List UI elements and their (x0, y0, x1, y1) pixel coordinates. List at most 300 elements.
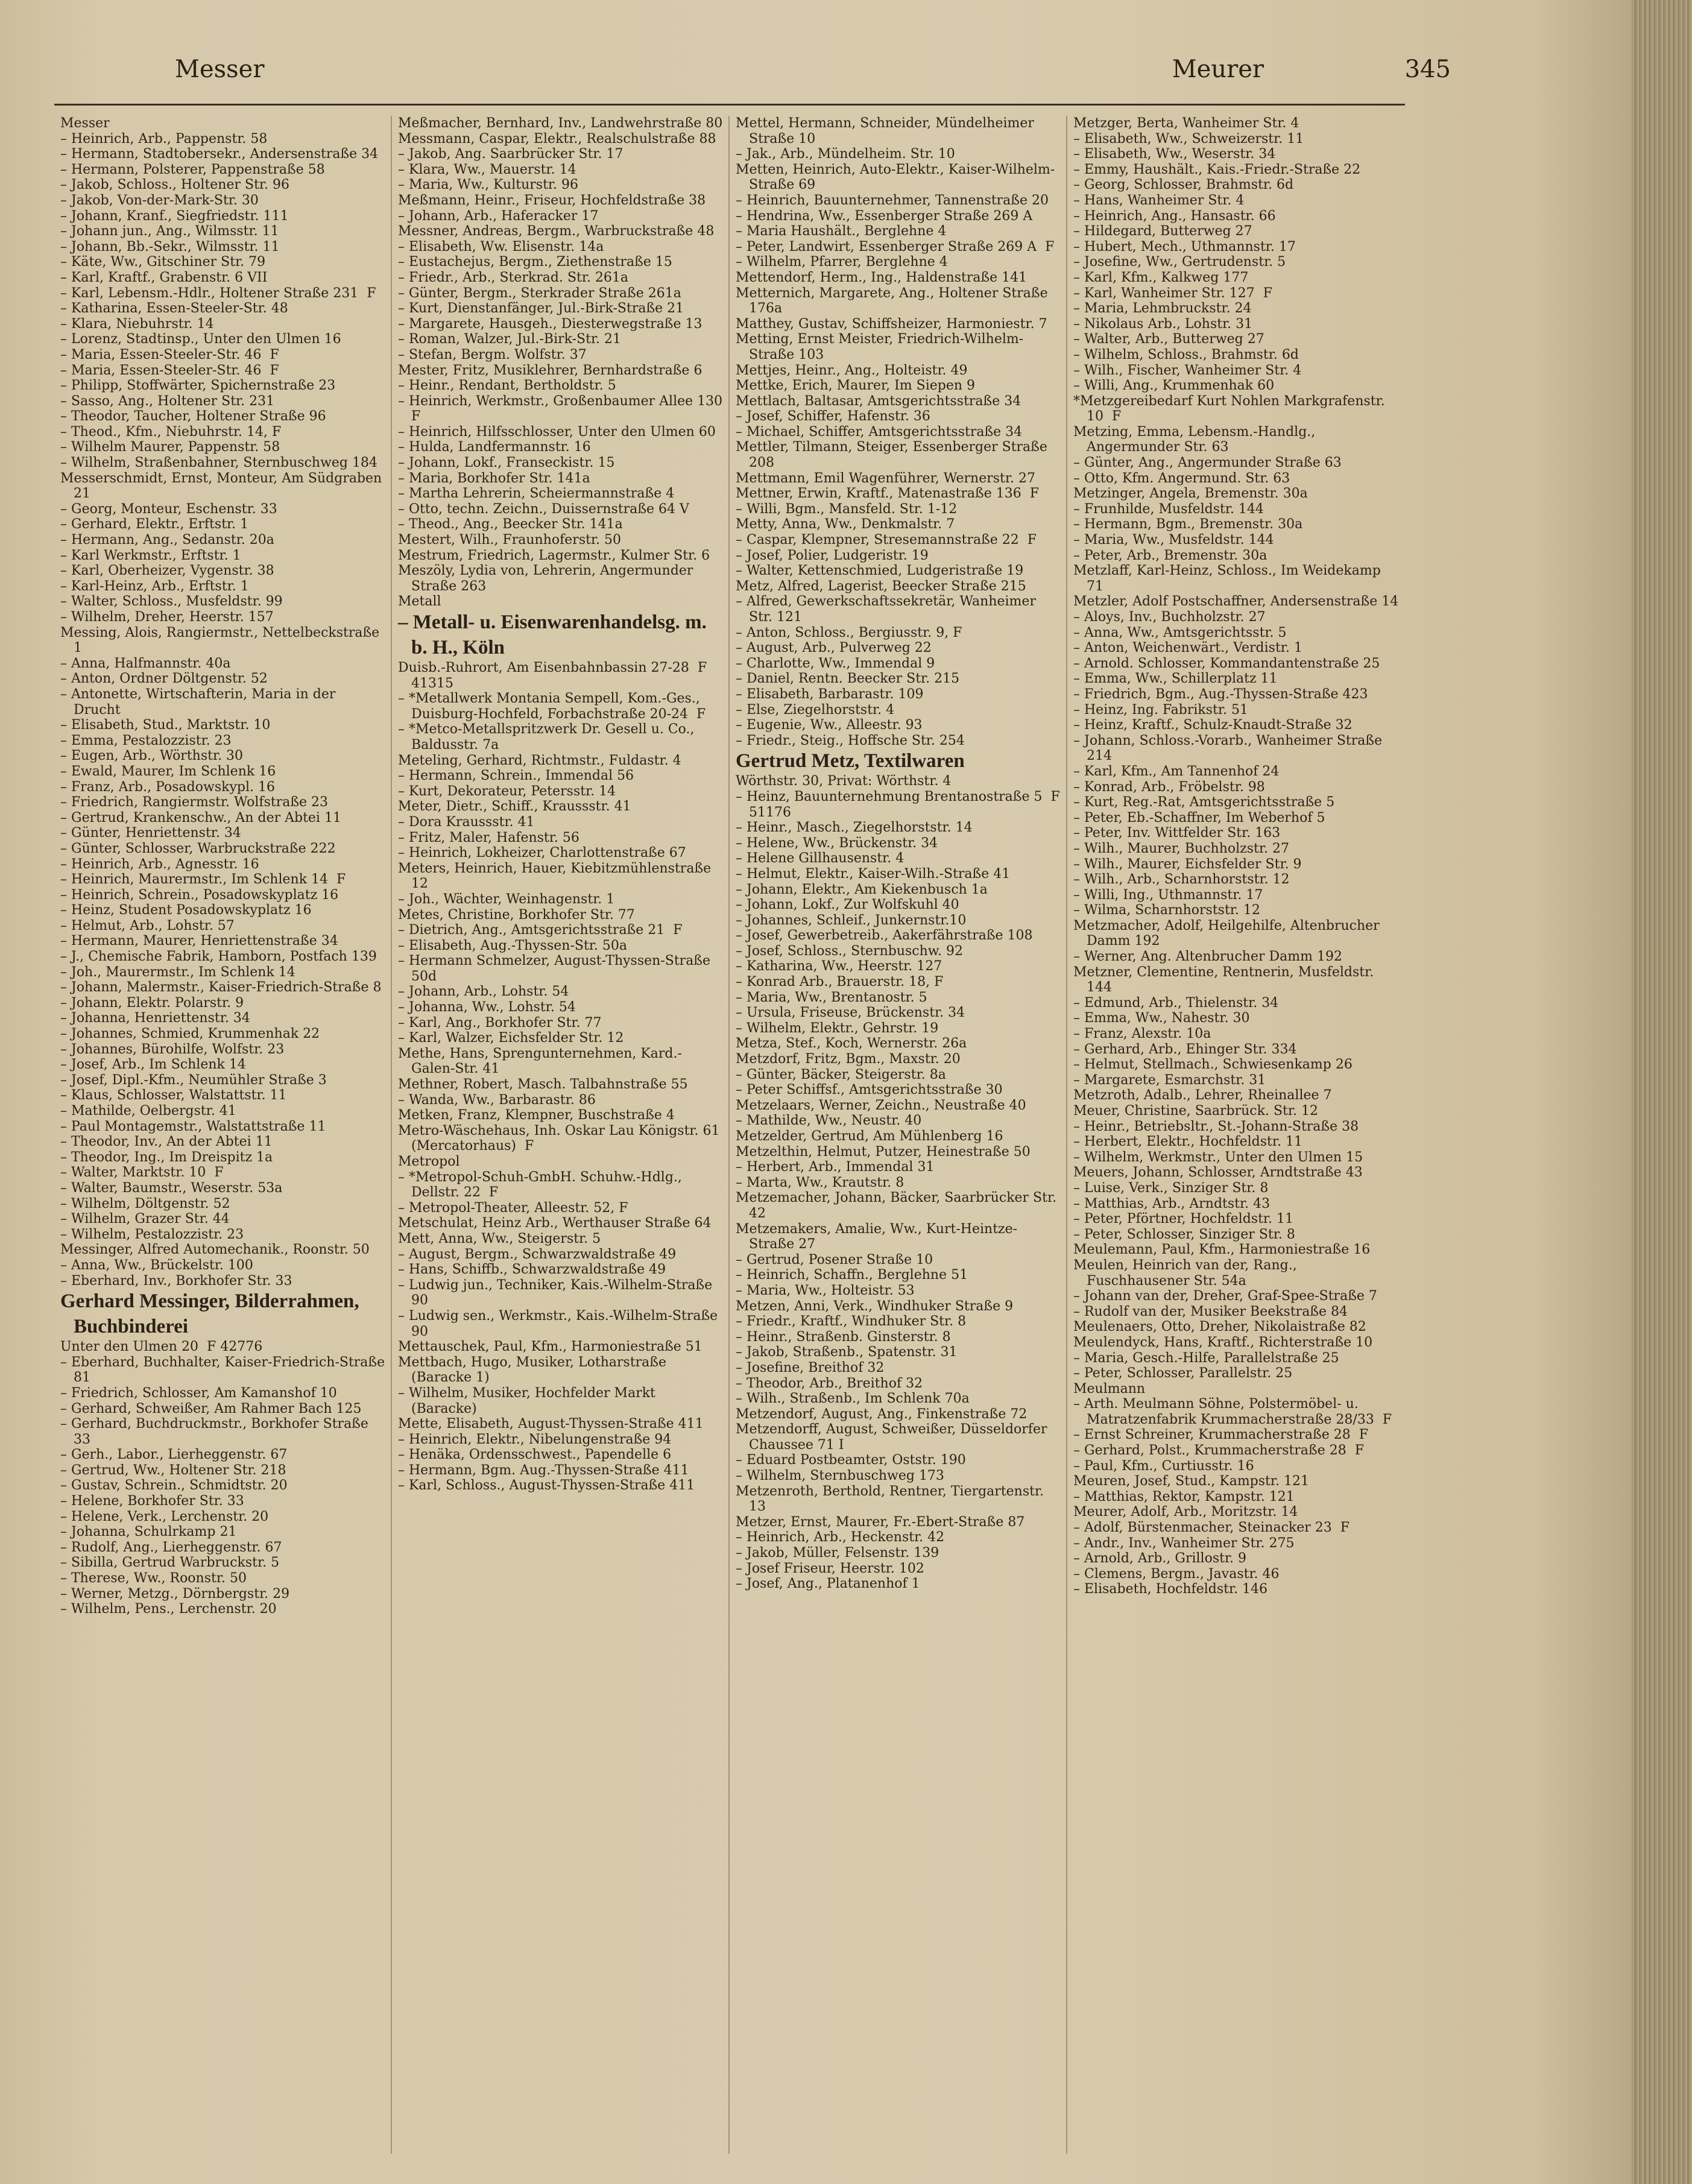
directory-entry: Mettbach, Hugo, Musiker, Lotharstraße (Baracke 1) (398, 1354, 671, 1386)
directory-entry: Messmann, Caspar, Elektr., Realschulstraße 88 (398, 131, 716, 147)
directory-entry: – Philipp, Stoffwärter, Spichernstraße 23 (60, 378, 336, 394)
directory-entry: – Katharina, Ww., Heerstr. 127 (736, 959, 942, 974)
directory-entry: Meter, Dietr., Schiff., Kraussstr. 41 (398, 799, 631, 815)
directory-entry: – Walter, Marktstr. 10 F (60, 1165, 224, 1181)
directory-entry: – Antonette, Wirtschafterin, Maria in der Drucht (60, 686, 340, 718)
directory-entry: – Karl, Kraftf., Grabenstr. 6 VII (60, 270, 268, 285)
directory-entry: Metzing, Emma, Lebensm.-Handlg., Angermunder Str. 63 (1073, 424, 1320, 455)
directory-entry: Duisb.-Ruhrort, Am Eisenbahnbassin 27-28 F 41315 (398, 660, 712, 691)
directory-entry: – Kurt, Dekorateur, Petersstr. 14 (398, 783, 616, 799)
directory-entry: – Johann van der, Dreher, Graf-Spee-Straße 7 (1073, 1289, 1377, 1304)
directory-entry: – Arth. Meulmann Söhne, Polstermöbel- u. Matratzenfabrik Krummacherstraße 28/33 F (1073, 1397, 1392, 1427)
directory-entry: Metzendorf, August, Ang., Finkenstraße 72 (736, 1406, 1028, 1422)
directory-entry: – Otto, techn. Zeichn., Duissernstraße 64 V (398, 501, 689, 517)
directory-entry: Meulen, Heinrich van der, Rang., Fuschhausener Str. 54a (1073, 1257, 1301, 1289)
directory-entry: – Marta, Ww., Krautstr. 8 (736, 1175, 904, 1190)
directory-entry: – Heinr., Betriebsltr., St.-Johann-Straße 38 (1073, 1119, 1359, 1134)
directory-entry: – Jak., Arb., Mündelheim. Str. 10 (736, 147, 955, 162)
directory-entry: – Metropol-Theater, Alleestr. 52, F (398, 1200, 628, 1216)
directory-entry: – Josef, Schloss., Sternbuschw. 92 (736, 943, 963, 959)
directory-entry: Meurer, Adolf, Arb., Moritzstr. 14 (1073, 1504, 1298, 1520)
directory-entry: – Klara, Ww., Mauerstr. 14 (398, 162, 576, 177)
directory-entry: – Theod., Kfm., Niebuhrstr. 14, F (60, 424, 282, 440)
directory-entry: – Willi, Ang., Krummenhak 60 (1073, 378, 1275, 394)
directory-entry: – Heinrich, Maurermstr., Im Schlenk 14 F (60, 872, 346, 888)
directory-entry: – Klaus, Schlosser, Walstattstr. 11 (60, 1088, 287, 1103)
directory-entry: – Helene Gillhausenstr. 4 (736, 851, 904, 866)
directory-entry: – Matthias, Arb., Arndtstr. 43 (1073, 1196, 1271, 1211)
directory-entry: – Dietrich, Ang., Amtsgerichtsstraße 21 F (398, 923, 683, 938)
directory-entry: – Maria, Essen-Steeler-Str. 46 F (60, 347, 279, 362)
directory-entry: – Wilhelm, Pestalozzistr. 23 (60, 1226, 244, 1242)
header-last-entry: Meurer (1172, 55, 1264, 83)
directory-entry: – Elisabeth, Aug.-Thyssen-Str. 50a (398, 938, 627, 953)
directory-entry: – Maria, Ww., Brentanostr. 5 (736, 989, 927, 1005)
directory-entry: Mette, Elisabeth, August-Thyssen-Straße 411 (398, 1416, 704, 1432)
directory-entry: – Karl-Heinz, Arb., Erftstr. 1 (60, 578, 249, 594)
directory-entry: – Elisabeth, Stud., Marktstr. 10 (60, 718, 271, 733)
directory-entry: – Gerhard, Polst., Krummacherstraße 28 F (1073, 1443, 1364, 1459)
directory-entry: – Josef, Gewerbetreib., Aakerfährstraße 108 (736, 928, 1033, 944)
directory-entry: Mettke, Erich, Maurer, Im Siepen 9 (736, 378, 976, 394)
directory-entry: – Arnold, Arb., Grillostr. 9 (1073, 1551, 1247, 1567)
directory-entry: – Heinrich, Elektr., Nibelungenstraße 94 (398, 1431, 672, 1447)
directory-entry: – Rudolf, Ang., Lierheggenstr. 67 (60, 1539, 282, 1555)
directory-entry: – Jakob, Von-der-Mark-Str. 30 (60, 192, 259, 208)
directory-entry: – Karl, Ang., Borkhofer Str. 77 (398, 1015, 602, 1030)
directory-entry: Metzmacher, Adolf, Heilgehilfe, Altenbrucher Damm 192 (1073, 918, 1384, 949)
directory-entry: Meteling, Gerhard, Richtmstr., Fuldastr. 4 (398, 753, 681, 768)
directory-entry: – Hermann, Stadtobersekr., Andersenstraße 34 (60, 147, 379, 162)
directory-entry: – Otto, Kfm. Angermund. Str. 63 (1073, 470, 1290, 486)
directory-entry: – Konrad Arb., Brauerstr. 18, F (736, 974, 944, 990)
directory-entry: – Walter, Baumstr., Weserstr. 53a (60, 1180, 283, 1196)
directory-entry: – Johann, Lokf., Zur Wolfskuhl 40 (736, 897, 959, 913)
directory-entry: – Heinr., Masch., Ziegelhorststr. 14 (736, 820, 973, 836)
header-rule (54, 104, 1405, 106)
directory-entry: – Lorenz, Stadtinsp., Unter den Ulmen 16 (60, 332, 341, 347)
directory-columns (60, 116, 1417, 2154)
directory-entry: – Walter, Kettenschmied, Ludgeristraße 19 (736, 563, 1024, 579)
directory-entry: Metz, Alfred, Lagerist, Beecker Straße 215 (736, 578, 1026, 594)
column-1 (60, 116, 390, 2154)
directory-entry: – Heinz, Kraftf., Schulz-Knaudt-Straße 32 (1073, 718, 1353, 733)
directory-entry: Meuren, Josef, Stud., Kampstr. 121 (1073, 1474, 1309, 1489)
directory-entry: – Joh., Maurermstr., Im Schlenk 14 (60, 964, 295, 980)
directory-entry: Metzelthin, Helmut, Putzer, Heinestraße 50 (736, 1144, 1031, 1160)
directory-entry: – Martha Lehrerin, Scheiermannstraße 4 (398, 486, 675, 502)
directory-entry: – Günter, Bäcker, Steigerstr. 8a (736, 1067, 946, 1082)
directory-entry: – Hermann, Schrein., Immendal 56 (398, 768, 634, 784)
directory-entry: – Günter, Ang., Angermunder Straße 63 (1073, 455, 1342, 471)
directory-entry: Meßmann, Heinr., Friseur, Hochfeldstraße 38 (398, 192, 706, 208)
directory-entry: – Johannes, Bürohilfe, Wolfstr. 23 (60, 1041, 285, 1057)
directory-entry: Metzlaff, Karl-Heinz, Schloss., Im Weidekamp 71 (1073, 563, 1385, 594)
directory-entry: – Wilhelm Maurer, Pappenstr. 58 (60, 440, 280, 455)
directory-entry: – Wilhelm, Schloss., Brahmstr. 6d (1073, 347, 1299, 362)
directory-entry: – Alfred, Gewerkschaftssekretär, Wanheimer Str. 121 (736, 594, 1040, 625)
directory-entry: Metropol (398, 1154, 460, 1169)
directory-entry: Mettendorf, Herm., Ing., Haldenstraße 141 (736, 270, 1028, 285)
directory-entry: – Maria, Borkhofer Str. 141a (398, 470, 590, 486)
directory-entry: – Roman, Walzer, Jul.-Birk-Str. 21 (398, 332, 622, 347)
directory-entry: – Wilh., Maurer, Eichsfelder Str. 9 (1073, 856, 1302, 872)
directory-entry: – Wilh., Arb., Scharnhorststr. 12 (1073, 872, 1290, 888)
column-2 (398, 116, 731, 2154)
directory-entry: – Wilhelm, Straßenbahner, Sternbuschweg 184 (60, 455, 378, 471)
directory-entry: – Friedrich, Rangiermstr. Wolfstraße 23 (60, 795, 329, 810)
directory-entry: – Luise, Verk., Sinziger Str. 8 (1073, 1180, 1269, 1196)
directory-entry: – Elisabeth, Hochfeldstr. 146 (1073, 1582, 1268, 1597)
directory-entry: – Theodor, Taucher, Holtener Straße 96 (60, 409, 326, 424)
header-first-entry: Messer (175, 55, 265, 83)
directory-entry: – Theodor, Inv., An der Abtei 11 (60, 1134, 273, 1150)
directory-entry: – Jakob, Müller, Felsenstr. 139 (736, 1545, 939, 1561)
directory-entry: – Clemens, Bergm., Javastr. 46 (1073, 1566, 1280, 1582)
business-listing: Gertrud Metz, Textilwaren (736, 750, 965, 772)
directory-entry: – Gerhard, Schweißer, Am Rahmer Bach 125 (60, 1401, 362, 1416)
directory-entry: – Peter, Arb., Bremenstr. 30a (1073, 548, 1267, 563)
directory-entry: – Elisabeth, Ww., Schweizerstr. 11 (1073, 131, 1304, 147)
directory-entry: – August, Bergm., Schwarzwaldstraße 49 (398, 1246, 677, 1262)
directory-entry: – Maria, Gesch.-Hilfe, Parallelstraße 25 (1073, 1350, 1339, 1366)
directory-entry: – Ewald, Maurer, Im Schlenk 16 (60, 763, 276, 779)
directory-entry: – Ludwig jun., Techniker, Kais.-Wilhelm-Straße 90 (398, 1277, 717, 1308)
directory-entry: – Therese, Ww., Roonstr. 50 (60, 1571, 247, 1586)
directory-entry: – Helmut, Stellmach., Schwiesenkamp 26 (1073, 1057, 1353, 1073)
directory-entry: Mettner, Erwin, Kraftf., Matenastraße 136 F (736, 486, 1039, 502)
directory-entry: – Peter, Inv. Wittfelder Str. 163 (1073, 825, 1281, 841)
directory-entry: – Frunhilde, Musfeldstr. 144 (1073, 501, 1264, 517)
directory-entry: – Josef, Polier, Ludgeristr. 19 (736, 548, 929, 563)
directory-entry: Meszöly, Lydia von, Lehrerin, Angermunder Straße 263 (398, 563, 698, 594)
directory-entry: – Karl, Oberheizer, Vygenstr. 38 (60, 563, 274, 579)
directory-entry: – Heinrich, Schaffn., Berglehne 51 (736, 1267, 968, 1283)
directory-entry: – Karl, Lebensm.-Hdlr., Holtener Straße 231 F (60, 285, 376, 301)
directory-entry: – Ernst Schreiner, Krummacherstraße 28 F (1073, 1427, 1368, 1443)
directory-entry: – Eduard Postbeamter, Oststr. 190 (736, 1453, 966, 1468)
directory-entry: – Matthias, Rektor, Kampstr. 121 (1073, 1489, 1295, 1504)
directory-entry: Meulemann, Paul, Kfm., Harmoniestraße 16 (1073, 1242, 1371, 1258)
directory-entry: – Emma, Ww., Nahestr. 30 (1073, 1011, 1250, 1026)
directory-entry: – Mathilde, Ww., Neustr. 40 (736, 1113, 922, 1129)
directory-entry: Metall (398, 594, 441, 610)
page-header (175, 55, 1451, 92)
directory-entry: Metschulat, Heinz Arb., Werthauser Straße 64 (398, 1216, 712, 1231)
directory-entry: – Maria, Lehmbruckstr. 24 (1073, 301, 1252, 317)
directory-entry: – Hans, Wanheimer Str. 4 (1073, 192, 1245, 208)
directory-entry: – Else, Ziegelhorststr. 4 (736, 702, 895, 718)
directory-entry: – Käte, Ww., Gitschiner Str. 79 (60, 254, 266, 270)
directory-entry: Metzler, Adolf Postschaffner, Andersenstraße 14 (1073, 594, 1399, 610)
directory-entry: – Maria, Ww., Kulturstr. 96 (398, 177, 578, 193)
directory-entry: Messing, Alois, Rangiermstr., Nettelbeckstraße 1 (60, 625, 384, 656)
directory-entry: – Gerh., Labor., Lierheggenstr. 67 (60, 1447, 288, 1463)
directory-entry: – Fritz, Maler, Hafenstr. 56 (398, 830, 579, 845)
directory-entry: – Anton, Ordner Döltgenstr. 52 (60, 671, 268, 687)
directory-entry: – Gerhard, Buchdruckmstr., Borkhofer Straße 33 (60, 1416, 373, 1447)
directory-entry: – Hans, Schiffb., Schwarzwaldstraße 49 (398, 1262, 666, 1278)
column-3 (736, 116, 1064, 2154)
directory-entry: – Johann, Arb., Lohstr. 54 (398, 984, 569, 1000)
directory-entry: Mestrum, Friedrich, Lagermstr., Kulmer Str. 6 (398, 548, 710, 563)
directory-entry: Wörthstr. 30, Privat: Wörthstr. 4 (736, 774, 952, 789)
directory-entry: – Peter, Eb.-Schaffner, Im Weberhof 5 (1073, 810, 1325, 825)
directory-entry: Messinger, Alfred Automechanik., Roonstr. 50 (60, 1242, 370, 1258)
business-listing: Gerhard Messinger, Bilderrahmen, Buchbinderei (60, 1290, 364, 1338)
directory-entry: Messer (60, 116, 110, 131)
directory-entry: Mettjes, Heinr., Ang., Holteistr. 49 (736, 362, 968, 378)
directory-entry: Mettel, Hermann, Schneider, Mündelheimer Straße 10 (736, 116, 1038, 147)
directory-entry: – Elisabeth, Ww., Weserstr. 34 (1073, 147, 1276, 162)
directory-entry: Metzendorff, August, Schweißer, Düsseldorfer Chaussee 71 I (736, 1422, 1052, 1453)
directory-entry: – Kurt, Dienstanfänger, Jul.-Birk-Straße 21 (398, 301, 684, 317)
directory-entry: – Johann, Schloss.-Vorarb., Wanheimer Straße 214 (1073, 733, 1387, 764)
directory-entry: – Paul, Kfm., Curtiusstr. 16 (1073, 1458, 1254, 1474)
directory-entry: – Stefan, Bergm. Wolfstr. 37 (398, 347, 587, 362)
directory-entry: – Georg, Schlosser, Brahmstr. 6d (1073, 177, 1294, 193)
directory-entry: – Heinrich, Werkmstr., Großenbaumer Allee 130 F (398, 393, 731, 424)
directory-entry: – Wilhelm, Grazer Str. 44 (60, 1211, 230, 1227)
directory-entry: – Margarete, Esmarchstr. 31 (1073, 1072, 1266, 1088)
directory-entry: – Emma, Ww., Schillerplatz 11 (1073, 671, 1278, 687)
directory-entry: Mettlach, Baltasar, Amtsgerichtsstraße 34 (736, 393, 1021, 409)
directory-entry: – Johann, Arb., Haferacker 17 (398, 208, 599, 224)
directory-entry: – Arnold. Schlosser, Kommandantenstraße 25 (1073, 655, 1380, 671)
directory-entry: – Wilh., Straßenb., Im Schlenk 70a (736, 1391, 970, 1407)
directory-entry: – Rudolf van der, Musiker Beekstraße 84 (1073, 1304, 1348, 1319)
directory-entry: Metzemakers, Amalie, Ww., Kurt-Heintze-Straße 27 (736, 1221, 1018, 1252)
directory-entry: – Mathilde, Oelbergstr. 41 (60, 1103, 236, 1119)
directory-entry: – Friedrich, Bgm., Aug.-Thyssen-Straße 423 (1073, 686, 1368, 702)
directory-entry: – Heinrich, Arb., Agnesstr. 16 (60, 856, 259, 872)
directory-entry: – Günter, Schlosser, Warbruckstraße 222 (60, 841, 336, 856)
directory-entry: Methe, Hans, Sprengunternehmen, Kard.-Galen-Str. 41 (398, 1046, 682, 1077)
directory-entry: – Peter, Pförtner, Hochfeldstr. 11 (1073, 1211, 1294, 1227)
directory-entry: Metzenroth, Berthold, Rentner, Tiergartenstr. 13 (736, 1483, 1049, 1515)
directory-entry: – Gustav, Schrein., Schmidtstr. 20 (60, 1478, 288, 1494)
directory-entry: – Helmut, Arb., Lohstr. 57 (60, 918, 235, 933)
directory-entry: Mettler, Tilmann, Steiger, Essenberger Straße 208 (736, 440, 1052, 471)
directory-entry: – Anna, Halfmannstr. 40a (60, 655, 231, 671)
directory-entry: – Heinz, Bauunternehmung Brentanostraße 5 F 51176 (736, 789, 1064, 820)
directory-entry: Meulmann (1073, 1381, 1146, 1397)
directory-entry: – Walter, Schloss., Musfeldstr. 99 (60, 594, 283, 610)
directory-entry: Metzen, Anni, Verk., Windhuker Straße 9 (736, 1298, 1014, 1314)
page-number: 345 (1404, 55, 1451, 83)
directory-entry: – Wanda, Ww., Barbarastr. 86 (398, 1092, 596, 1108)
directory-entry: – Willi, Ing., Uthmannstr. 17 (1073, 887, 1263, 903)
directory-entry: – Maria, Ww., Musfeldstr. 144 (1073, 532, 1274, 548)
directory-entry: – Josef, Arb., Im Schlenk 14 (60, 1057, 246, 1073)
directory-entry: – Johann jun., Ang., Wilmsstr. 11 (60, 224, 279, 239)
directory-entry: – Wilhelm, Pfarrer, Berglehne 4 (736, 254, 948, 270)
directory-entry: Meßmacher, Bernhard, Inv., Landwehrstraße 80 (398, 116, 723, 131)
directory-entry: Mester, Fritz, Musiklehrer, Bernhardstraße 6 (398, 362, 702, 378)
directory-entry: – Hildegard, Butterweg 27 (1073, 224, 1252, 239)
directory-entry: – J., Chemische Fabrik, Hamborn, Postfach 139 (60, 949, 377, 965)
directory-entry: – Eberhard, Inv., Borkhofer Str. 33 (60, 1273, 292, 1289)
directory-entry: – Elisabeth, Ww. Elisenstr. 14a (398, 239, 604, 254)
directory-entry: – Joh., Wächter, Weinhagenstr. 1 (398, 891, 615, 907)
directory-entry: – Herbert, Elektr., Hochfeldstr. 11 (1073, 1134, 1302, 1150)
directory-entry: – Wilhelm, Musiker, Hochfelder Markt (Baracke) (398, 1385, 660, 1416)
directory-entry: Messerschmidt, Ernst, Monteur, Am Südgraben 21 (60, 470, 387, 502)
directory-entry: – Josef, Dipl.-Kfm., Neumühler Straße 3 (60, 1072, 327, 1088)
directory-entry: Mestert, Wilh., Fraunhoferstr. 50 (398, 532, 622, 548)
directory-entry: – Theodor, Arb., Breithof 32 (736, 1375, 923, 1391)
directory-entry: – Johann, Lokf., Franseckistr. 15 (398, 455, 615, 471)
directory-entry: – Friedr., Steig., Hoffsche Str. 254 (736, 733, 965, 748)
directory-entry: – Johann, Elektr., Am Kiekenbusch 1a (736, 882, 988, 897)
directory-entry: – Gertrud, Krankenschw., An der Abtei 11 (60, 810, 341, 825)
column-divider (728, 116, 730, 2154)
directory-entry: – Sasso, Ang., Holtener Str. 231 (60, 393, 275, 409)
directory-entry: Methner, Robert, Masch. Talbahnstraße 55 (398, 1077, 688, 1093)
directory-entry: – Helene, Borkhofer Str. 33 (60, 1494, 244, 1509)
directory-entry: – Gertrud, Ww., Holtener Str. 218 (60, 1462, 286, 1478)
directory-entry: – Peter, Schlosser, Sinziger Str. 8 (1073, 1226, 1295, 1242)
directory-entry: Unter den Ulmen 20 F 42776 (60, 1339, 263, 1355)
directory-entry: – Josef, Ang., Platanenhof 1 (736, 1576, 920, 1592)
directory-entry: – Eugenie, Ww., Alleestr. 93 (736, 718, 923, 733)
column-divider (1066, 116, 1067, 2154)
directory-entry: Metzinger, Angela, Bremenstr. 30a (1073, 486, 1308, 502)
directory-entry: – Edmund, Arb., Thielenstr. 34 (1073, 995, 1279, 1011)
directory-entry: – Anna, Ww., Amtsgerichtsstr. 5 (1073, 625, 1287, 640)
directory-entry: – Werner, Ang. Altenbrucher Damm 192 (1073, 949, 1342, 965)
directory-entry: – Johann, Malermstr., Kaiser-Friedrich-Straße 8 (60, 980, 382, 996)
directory-entry: – Katharina, Essen-Steeler-Str. 48 (60, 301, 288, 317)
directory-entry: – Hulda, Landfermannstr. 16 (398, 440, 591, 455)
directory-entry: – Wilhelm, Elektr., Gehrstr. 19 (736, 1020, 939, 1036)
directory-entry: – Heinrich, Bauunternehmer, Tannenstraße 20 (736, 192, 1049, 208)
business-listing: – Metall- u. Eisenwarenhandelsg. m. b. H., Köln (398, 611, 712, 658)
directory-entry: – Willi, Bgm., Mansfeld. Str. 1-12 (736, 501, 958, 517)
directory-entry: – Johann, Bb.-Sekr., Wilmsstr. 11 (60, 239, 280, 254)
directory-entry: – Jakob, Schloss., Holtener Str. 96 (60, 177, 289, 193)
directory-entry: – Karl, Schloss., August-Thyssen-Straße 411 (398, 1478, 695, 1494)
directory-entry: – Johannes, Schmied, Krummenhak 22 (60, 1026, 320, 1042)
directory-entry: – Emmy, Haushält., Kais.-Friedr.-Straße 22 (1073, 162, 1361, 177)
directory-entry: – Emma, Pestalozzistr. 23 (60, 733, 232, 748)
directory-entry: – *Metropol-Schuh-GmbH. Schuhw.-Hdlg., Dellstr. 22 F (398, 1169, 686, 1201)
directory-entry: – Maria Haushält., Berglehne 4 (736, 224, 947, 239)
directory-entry: Metzelaars, Werner, Zeichn., Neustraße 40 (736, 1097, 1026, 1113)
directory-entry: – Gertrud, Posener Straße 10 (736, 1252, 933, 1267)
directory-entry: – Andr., Inv., Wanheimer Str. 275 (1073, 1535, 1295, 1551)
directory-entry: – Jakob, Ang. Saarbrücker Str. 17 (398, 147, 623, 162)
directory-entry: Mett, Anna, Ww., Steigerstr. 5 (398, 1231, 601, 1246)
directory-entry: – Hermann, Polsterer, Pappenstraße 58 (60, 162, 325, 177)
directory-entry: Metting, Ernst Meister, Friedrich-Wilhelm-Straße 103 (736, 332, 1024, 362)
directory-entry: – Nikolaus Arb., Lohstr. 31 (1073, 316, 1253, 332)
directory-entry: – Hermann, Ang., Sedanstr. 20a (60, 532, 274, 548)
directory-entry: – Daniel, Rentn. Beecker Str. 215 (736, 671, 960, 687)
directory-entry: – Helene, Verk., Lerchenstr. 20 (60, 1509, 269, 1524)
directory-entry: Metzemacher, Johann, Bäcker, Saarbrücker Str. 42 (736, 1190, 1061, 1221)
directory-entry: Metza, Stef., Koch, Wernerstr. 26a (736, 1036, 967, 1052)
directory-entry: – Jakob, Straßenb., Spatenstr. 31 (736, 1345, 958, 1360)
directory-entry: – Friedr., Kraftf., Windhuker Str. 8 (736, 1314, 967, 1330)
directory-entry: – Wilhelm, Döltgenstr. 52 (60, 1196, 230, 1211)
directory-entry: Metty, Anna, Ww., Denkmalstr. 7 (736, 517, 955, 532)
directory-entry: – Wilhelm, Werkmstr., Unter den Ulmen 15 (1073, 1149, 1363, 1165)
directory-entry: – Dora Kraussstr. 41 (398, 814, 535, 830)
directory-entry: – Peter, Schlosser, Parallelstr. 25 (1073, 1366, 1293, 1381)
directory-entry: – Johanna, Henriettenstr. 34 (60, 1011, 250, 1026)
directory-entry: – Wilh., Maurer, Buchholzstr. 27 (1073, 841, 1289, 856)
directory-entry: – Günter, Henriettenstr. 34 (60, 825, 241, 841)
directory-entry: – Sibilla, Gertrud Warbruckstr. 5 (60, 1555, 280, 1571)
directory-entry: – Helene, Ww., Brückenstr. 34 (736, 835, 938, 851)
directory-entry: – Josef, Schiffer, Hafenstr. 36 (736, 409, 930, 424)
directory-entry: – Elisabeth, Barbarastr. 109 (736, 686, 924, 702)
directory-entry: Meuer, Christine, Saarbrück. Str. 12 (1073, 1103, 1318, 1119)
column-4 (1073, 116, 1399, 2154)
directory-entry: – Heinrich, Ang., Hansastr. 66 (1073, 208, 1276, 224)
directory-entry: – Gerhard, Elektr., Erftstr. 1 (60, 517, 249, 532)
directory-entry: – Margarete, Hausgeh., Diesterwegstraße 13 (398, 316, 702, 332)
directory-entry: – Wilhelm, Dreher, Heerstr. 157 (60, 610, 274, 625)
directory-entry: – Josefine, Ww., Gertrudenstr. 5 (1073, 254, 1286, 270)
directory-entry: – Adolf, Bürstenmacher, Steinacker 23 F (1073, 1520, 1350, 1536)
directory-entry: – Theod., Ang., Beecker Str. 141a (398, 517, 623, 532)
directory-entry: Meulenaers, Otto, Dreher, Nikolaistraße 82 (1073, 1319, 1366, 1335)
column-divider (391, 116, 392, 2154)
directory-entry: – Hermann, Bgm., Bremenstr. 30a (1073, 517, 1303, 532)
directory-entry: – Kurt, Reg.-Rat, Amtsgerichtsstraße 5 (1073, 795, 1335, 810)
directory-entry: Metten, Heinrich, Auto-Elektr., Kaiser-Wilhelm-Straße 69 (736, 162, 1055, 193)
directory-entry: – Hermann Schmelzer, August-Thyssen-Straße 50d (398, 953, 715, 984)
directory-entry: Meulendyck, Hans, Kraftf., Richterstraße 10 (1073, 1334, 1373, 1350)
directory-entry: – Franz, Alexstr. 10a (1073, 1026, 1211, 1042)
directory-entry: – Heinrich, Hilfsschlosser, Unter den Ulmen 60 (398, 424, 716, 440)
directory-entry: – Charlotte, Ww., Immendal 9 (736, 655, 935, 671)
directory-entry: – Anton, Schloss., Bergiusstr. 9, F (736, 625, 962, 640)
directory-entry: – Wilma, Scharnhorststr. 12 (1073, 903, 1260, 918)
directory-entry: – Johann, Kranf., Siegfriedstr. 111 (60, 208, 289, 224)
directory-entry: – Wilhelm, Pens., Lerchenstr. 20 (60, 1602, 277, 1617)
directory-entry: – Caspar, Klempner, Stresemannstraße 22 F (736, 532, 1037, 548)
directory-entry: – Johann, Elektr. Polarstr. 9 (60, 995, 244, 1011)
directory-entry: – Franz, Arb., Posadowskypl. 16 (60, 779, 275, 795)
directory-entry: – Karl, Kfm., Kalkweg 177 (1073, 270, 1249, 285)
directory-entry: – Peter Schiffsf., Amtsgerichtsstraße 30 (736, 1082, 1003, 1098)
directory-entry: Metzroth, Adalb., Lehrer, Rheinallee 7 (1073, 1088, 1332, 1103)
directory-entry: – Heinz, Ing. Fabrikstr. 51 (1073, 702, 1248, 718)
directory-entry: – Eustachejus, Bergm., Ziethenstraße 15 (398, 254, 672, 270)
directory-entry: – Karl, Kfm., Am Tannenhof 24 (1073, 763, 1280, 779)
directory-entry: – Johannes, Schleif., Junkernstr.10 (736, 912, 967, 928)
directory-entry: – Johanna, Ww., Lohstr. 54 (398, 1000, 576, 1015)
directory-entry: – Eberhard, Buchhalter, Kaiser-Friedrich-Straße 81 (60, 1354, 390, 1386)
directory-entry: – Paul Montagemstr., Walstattstraße 11 (60, 1119, 326, 1134)
directory-entry: – Ludwig sen., Werkmstr., Kais.-Wilhelm-Straße 90 (398, 1308, 722, 1339)
directory-entry: – *Metallwerk Montania Sempell, Kom.-Ges., Duisburg-Hochfeld, Forbachstraße 20-24 F (398, 691, 706, 722)
directory-entry: Meters, Heinrich, Hauer, Kiebitzmühlenstraße 12 (398, 860, 716, 892)
directory-entry: – Henäka, Ordensschwest., Papendelle 6 (398, 1447, 672, 1463)
directory-entry: Meuers, Johann, Schlosser, Arndtstraße 43 (1073, 1165, 1363, 1181)
directory-entry: – Heinrich, Schrein., Posadowskyplatz 16 (60, 887, 339, 903)
directory-entry: – Heinz, Student Posadowskyplatz 16 (60, 903, 312, 918)
directory-entry: – Konrad, Arb., Fröbelstr. 98 (1073, 779, 1265, 795)
directory-entry: Metzelder, Gertrud, Am Mühlenberg 16 (736, 1129, 1003, 1144)
directory-entry: – Aloys, Inv., Buchholzstr. 27 (1073, 610, 1266, 625)
directory-entry: – Maria, Essen-Steeler-Str. 46 F (60, 362, 279, 378)
directory-entry: – Hendrina, Ww., Essenberger Straße 269 A (736, 208, 1033, 224)
directory-entry: Metternich, Margarete, Ang., Holtener Straße 176a (736, 285, 1052, 317)
